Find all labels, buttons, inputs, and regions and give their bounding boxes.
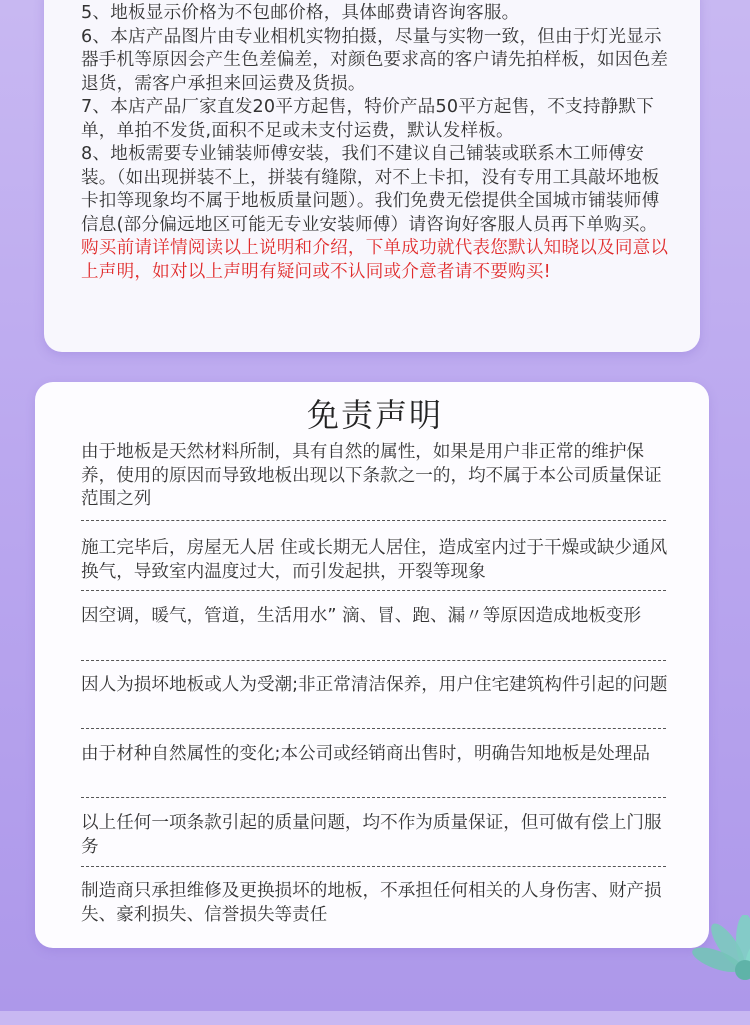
- dashed-divider: [81, 520, 666, 521]
- dashed-divider: [81, 728, 666, 729]
- notice-item-7: 7、本店产品厂家直发20平方起售，特价产品50平方起售，不支持静默下单，单拍不发货,面积不足或未支付运费，默认发样板。: [81, 97, 654, 141]
- dashed-divider: [81, 797, 666, 798]
- disclaimer-clause: 施工完毕后，房屋无人居 住或长期无人居住，造成室内过于干燥或缺少通风换气，导致室内温度过大，而引发起拱，开裂等现象: [81, 538, 668, 582]
- disclaimer-intro: 由于地板是天然材料所制，具有自然的属性，如果是用户非正常的维护保养，使用的原因而导致地板出现以下条款之一的，均不属于本公司质量保证范围之列: [81, 442, 662, 509]
- notice-item-5: 5、地板显示价格为不包邮价格，具体邮费请咨询客服。: [81, 3, 520, 23]
- notice-item-8: 8、地板需要专业铺装师傅安装，我们不建议自己铺装或联系木工师傅安装。（如出现拼装不上，拼装有缝隙，对不上卡扣，没有专用工具敲坏地板卡扣等现象均不属于地板质量问题）。我们免费无偿提供全国城市铺装师傅信息(部分偏远地区可能无专业安装师傅）请咨询好客服人员再下单购买。: [81, 144, 660, 235]
- disclaimer-clause: 以上任何一项条款引起的质量问题，均不作为质量保证，但可做有偿上门服务: [81, 813, 662, 857]
- dashed-divider: [81, 660, 666, 661]
- disclaimer-clause: 制造商只承担维修及更换损坏的地板，不承担任何相关的人身伤害、财产损失、豪利损失、信誉损失等责任: [81, 881, 662, 925]
- disclaimer-clause: 因人为损坏地板或人为受潮;非正常清洁保养，用户住宅建筑构件引起的问题: [81, 675, 668, 695]
- dashed-divider: [81, 866, 666, 867]
- disclaimer-clause: 因空调，暖气，管道，生活用水” 滴、冒、跑、漏〃等原因造成地板变形: [81, 606, 642, 626]
- flower-decoration: [690, 915, 750, 1025]
- notice-item-6: 6、本店产品图片由专业相机实物拍摄，尽量与实物一致，但由于灯光显示器手机等原因会产生色差偏差，对颜色要求高的客户请先拍样板，如因色差退货，需客户承担来回运费及货损。: [81, 26, 669, 94]
- disclaimer-clause: 由于材种自然属性的变化;本公司或经销商出售时，明确告知地板是处理品: [81, 744, 650, 764]
- purchase-warning: 购买前请详情阅读以上说明和介绍，下单成功就代表您默认知晓以及同意以上声明，如对以上声明有疑问或不认同或介意者请不要购买!: [81, 238, 669, 282]
- disclaimer-title: 免责声明: [306, 396, 443, 434]
- dashed-divider: [81, 590, 666, 591]
- notice-text: [81, 2, 677, 284]
